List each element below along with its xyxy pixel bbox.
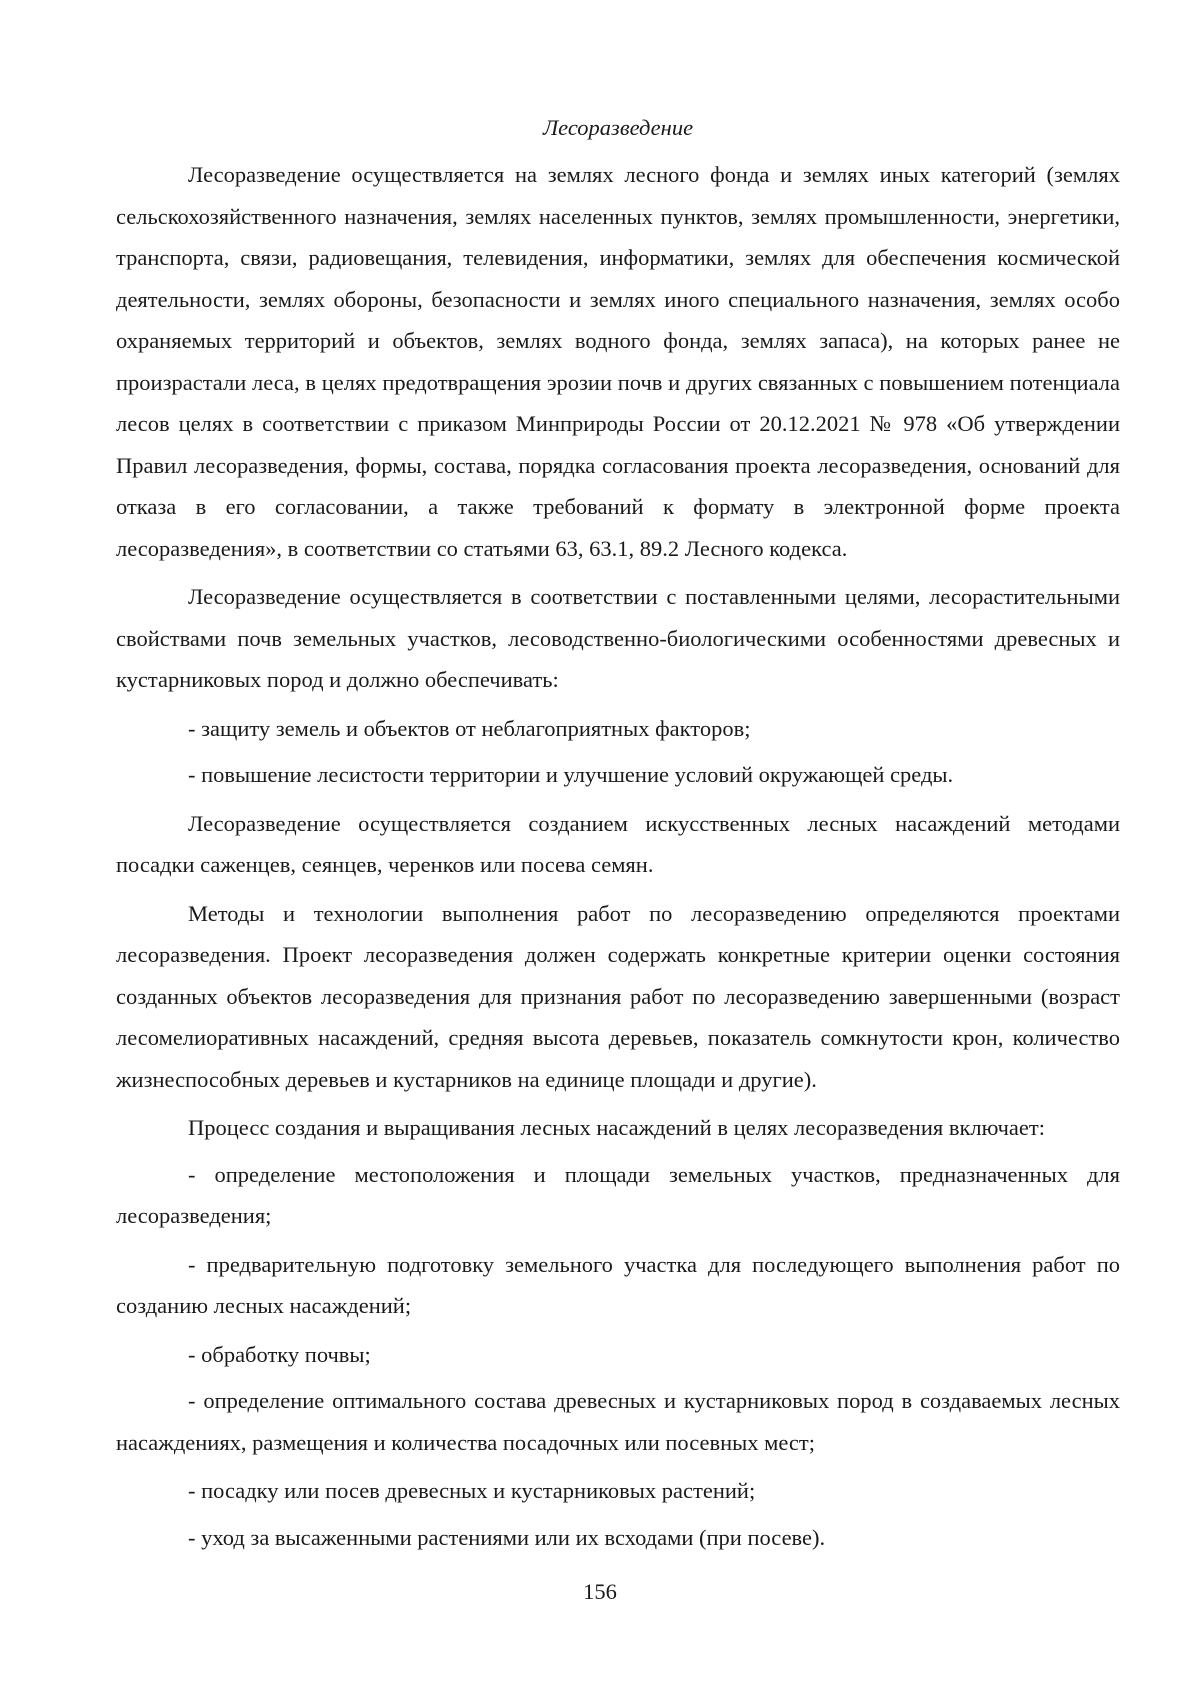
list-item-forest-cover: - повышение лесистости территории и улучшение условий окружающей среды. — [188, 762, 954, 787]
list-item-soil: - обработку почвы; — [188, 1341, 371, 1367]
list-item-location: - определение местоположения и площади земельных участков, предназначенных для лесоразведения; — [116, 1161, 1120, 1228]
list-item-composition: - определение оптимального состава древесных и кустарниковых пород в создаваемых лесных насаждениях, размещения и количества посадочных или посевных мест; — [116, 1388, 1120, 1455]
paragraph-methods-planting: Лесоразведение осуществляется созданием искусственных лесных насаждений методами посадки саженцев, сеянцев, черенков или посева семян. — [116, 810, 1120, 877]
list-item-planting: - посадку или посев древесных и кустарниковых растений; — [188, 1478, 756, 1503]
page-number: 156 — [583, 1579, 617, 1604]
paragraph-process-intro: Процесс создания и выращивания лесных насаждений в целях лесоразведения включает: — [188, 1115, 1045, 1140]
list-item-protection: - защиту земель и объектов от неблагоприятных факторов; — [188, 715, 751, 741]
list-item-preparation: - предварительную подготовку земельного участка для последующего выполнения работ по созданию лесных насаждений; — [116, 1251, 1120, 1318]
paragraph-goals: Лесоразведение осуществляется в соответствии с поставленными целями, лесорастительными свойствами почв земельных участков, лесоводственно-биологическими особенностями древесных и кустарниковых пород и должно обеспечивать: — [116, 584, 1120, 692]
paragraph-project-criteria: Методы и технологии выполнения работ по лесоразведению определяются проектами лесоразведения. Проект лесоразведения должен содержать конкретные критерии оценки состояния созданных объектов лесоразведения для признания работ по лесоразведению завершенными (возраст лесомелиоративных насаждений, средняя высота деревьев, показатель сомкнутости крон, количество жизнеспособных деревьев и кустарников на единице площади и другие). — [116, 900, 1120, 1092]
list-item-care: - уход за высаженными растениями или их всходами (при посеве). — [188, 1524, 826, 1550]
paragraph-intro: Лесоразведение осуществляется на землях лесного фонда и землях иных категорий (землях сельскохозяйственного назначения, землях населенных пунктов, землях промышленности, энергетики, транспорта, связи, радиовещания, телевидения, информатики, землях для обеспечения космической деятельности, землях обороны, безопасности и землях иного специального назначения, землях особо охраняемых территорий и объектов, землях водного фонда, землях запаса), на которых ранее не произрастали леса, в целях предотвращения эрозии почв и других связанных с повышением потенциала лесов целях в соответствии с приказом Минприроды России от 20.12.2021 № 978 «Об утверждении Правил лесоразведения, формы, состава, порядка согласования проекта лесоразведения, оснований для отказа в его согласовании, а также требований к формату в электронной форме проекта лесоразведения», в соответствии со статьями 63, 63.1, 89.2 Лесного кодекса. — [116, 162, 1120, 561]
document-page — [116, 112, 1120, 1563]
section-heading: Лесоразведение — [542, 115, 694, 140]
